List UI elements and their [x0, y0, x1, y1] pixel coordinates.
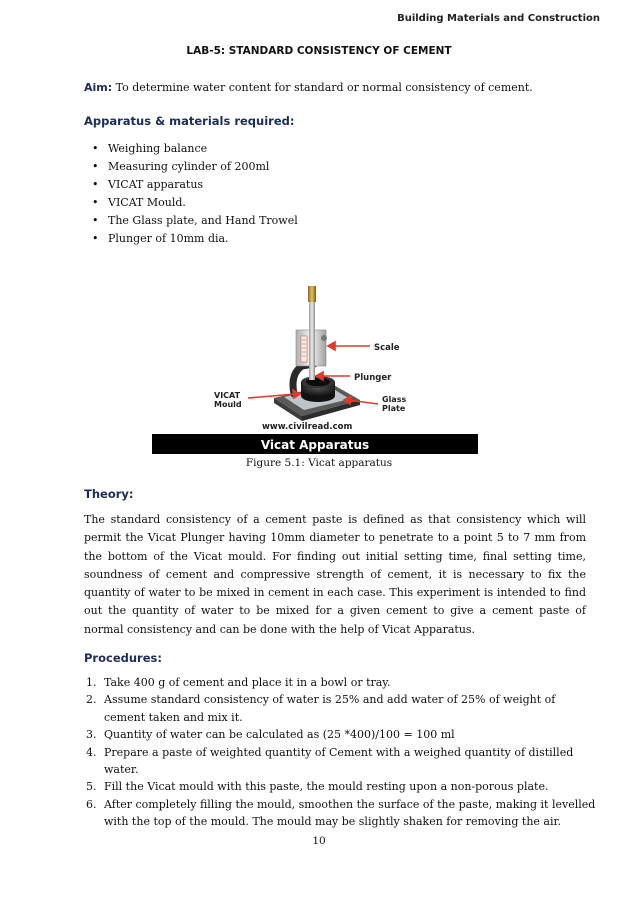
list-item-text: Weighing balance: [108, 142, 208, 155]
label-plunger: Plunger: [354, 373, 392, 383]
bullet-icon: •: [92, 196, 99, 209]
step-number: 5.: [86, 780, 97, 794]
list-item: [92, 230, 298, 248]
vicat-figure: [152, 286, 478, 454]
figure-caption: Figure 5.1: Vicat apparatus: [245, 457, 393, 469]
brass-weight-shape: [308, 286, 316, 302]
theory-heading: Theory:: [84, 487, 134, 501]
step-text: Prepare a paste of weighted quantity of Cement with a weighed quantity of distilled water.: [104, 745, 574, 777]
vicat-apparatus-illustration: [152, 286, 478, 454]
step-text: Quantity of water can be calculated as (25 *400)/100 = 100 ml: [104, 728, 455, 742]
step-text: After completely filling the mould, smoothen the surface of the paste, making it levelled with the top of the mould. The mould may be slightly shaken for removing the air.: [104, 797, 596, 829]
list-item: [86, 726, 606, 743]
label-glass-plate-2: Plate: [382, 404, 406, 413]
list-item-text: VICAT apparatus: [108, 178, 204, 191]
list-item: [92, 212, 298, 230]
step-text: Fill the Vicat mould with this paste, the mould resting upon a non-porous plate.: [104, 780, 549, 794]
website-watermark: www.civilread.com: [262, 422, 353, 432]
apparatus-heading: Apparatus & materials required:: [84, 114, 295, 128]
list-item: [86, 691, 606, 726]
list-item-text: Measuring cylinder of 200ml: [108, 160, 270, 173]
step-text: Assume standard consistency of water is 25% and add water of 25% of weight of cement taken and mix it.: [104, 693, 556, 724]
list-item: [92, 140, 298, 158]
step-number: 6.: [86, 797, 97, 811]
step-number: 2.: [86, 693, 97, 707]
list-item: [86, 778, 606, 795]
apparatus-list: [92, 140, 298, 248]
label-scale: Scale: [374, 343, 400, 353]
step-number: 4.: [86, 745, 97, 759]
list-item-text: The Glass plate, and Hand Trowel: [108, 214, 298, 227]
running-header: Building Materials and Construction: [397, 13, 600, 24]
plunger-rod-shape: [309, 300, 315, 380]
list-item: [92, 176, 298, 194]
step-number: 1.: [86, 676, 97, 689]
page-number: 10: [312, 835, 326, 847]
bullet-icon: •: [92, 178, 99, 191]
label-glass-plate-1: Glass: [382, 395, 407, 404]
procedures-heading: Procedures:: [84, 651, 162, 665]
step-number: 3.: [86, 728, 97, 742]
aim-label: Aim:: [84, 81, 113, 94]
procedure-list: [86, 674, 606, 831]
list-item: [86, 796, 606, 831]
theory-paragraph: The standard consistency of a cement paste is defined as that consistency which will permit the Vicat Plunger having 10mm diameter to penetrate to a point 5 to 7 mm from the bottom of the Vicat mould. For finding out initial setting time, final setting time, soundness of cement and compressive strength of cement, it is necessary to fix the quantity of water to be mixed in cement in each case. This experiment is intended to find out the quantity of water to be mixed for a given cement to give a cement paste of normal consistency and can be done with the help of Vicat Apparatus.: [84, 513, 586, 636]
page-title: LAB-5: STANDARD CONSISTENCY OF CEMENT: [186, 45, 452, 57]
bullet-icon: •: [92, 160, 99, 173]
bullet-icon: •: [92, 214, 99, 227]
banner-title: Vicat Apparatus: [260, 438, 370, 452]
list-item: [92, 194, 298, 212]
bullet-icon: •: [92, 232, 99, 245]
list-item: [86, 744, 606, 779]
aim-paragraph: [84, 81, 533, 94]
list-item: [92, 158, 298, 176]
list-item: [86, 674, 606, 691]
label-vicat-mould-2: Mould: [214, 400, 242, 409]
list-item-text: Plunger of 10mm dia.: [108, 232, 229, 245]
aim-text: To determine water content for standard or normal consistency of cement.: [115, 81, 533, 94]
label-vicat-mould-1: VICAT: [214, 391, 241, 400]
step-text: Take 400 g of cement and place it in a bowl or tray.: [104, 676, 391, 689]
bullet-icon: •: [92, 142, 99, 155]
list-item-text: VICAT Mould.: [108, 196, 186, 209]
